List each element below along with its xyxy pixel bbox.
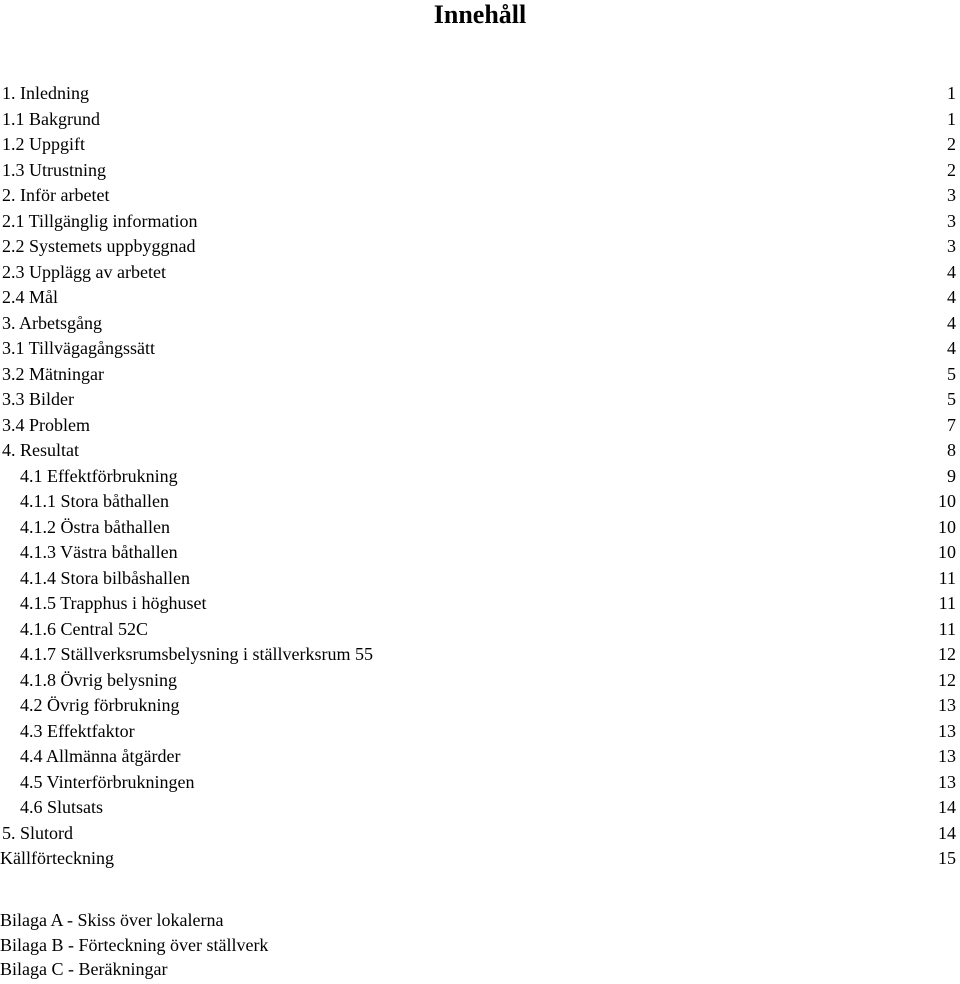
- toc-page-number: 11: [938, 567, 956, 588]
- page-title: Innehåll: [433, 0, 527, 29]
- toc-page-number: 13: [938, 746, 956, 766]
- toc-page-number: 15: [938, 848, 956, 868]
- toc-entry-title: 2.2 Systemets uppbyggnad: [2, 236, 196, 256]
- toc-entry[interactable]: [0, 285, 956, 311]
- toc-entry[interactable]: [0, 566, 956, 592]
- toc-entry[interactable]: [0, 362, 956, 388]
- toc-entry-title: 4. Resultat: [2, 440, 79, 460]
- toc-entry-title: 4.1.6 Central 52C: [20, 618, 148, 639]
- toc-page-number: 4: [947, 312, 956, 333]
- toc-entry-title: 4.1.4 Stora bilbåshallen: [20, 567, 190, 588]
- toc-entry-title: 4.1.2 Östra båthallen: [20, 516, 170, 537]
- toc-entry-title: 4.4 Allmänna åtgärder: [20, 746, 181, 766]
- toc-page-number: 12: [938, 644, 956, 664]
- toc-entry[interactable]: [0, 591, 956, 617]
- toc-entry-title: Källförteckning: [0, 848, 114, 868]
- toc-entry[interactable]: [0, 617, 956, 643]
- toc-entry[interactable]: [0, 693, 956, 719]
- toc-page-number: 2: [947, 134, 956, 154]
- toc-page-number: 13: [938, 720, 956, 741]
- toc-entry-title: 2.1 Tillgänglig information: [2, 210, 198, 231]
- appendix-item: Bilaga A - Skiss över lokalerna: [0, 910, 224, 930]
- toc-entry[interactable]: [0, 464, 956, 490]
- toc-page-number: 5: [947, 389, 956, 409]
- toc-page-number: 3: [947, 236, 956, 256]
- toc-entry[interactable]: [0, 132, 956, 158]
- toc-entry-title: 2. Inför arbetet: [2, 185, 110, 205]
- toc-entry[interactable]: [0, 489, 956, 515]
- toc-entry-title: 1.1 Bakgrund: [2, 108, 100, 129]
- toc-entry-title: 3. Arbetsgång: [2, 312, 102, 333]
- toc-entry-title: 5. Slutord: [2, 822, 74, 843]
- toc-page-number: 5: [947, 363, 956, 384]
- toc-entry-title: 3.3 Bilder: [2, 389, 74, 409]
- toc-page-number: 11: [938, 593, 956, 613]
- toc-page-number: 7: [947, 414, 956, 435]
- toc-entry[interactable]: [0, 158, 956, 184]
- toc-entry-title: 3.2 Mätningar: [2, 363, 104, 384]
- toc-entry[interactable]: [0, 515, 956, 541]
- table-of-contents: [0, 81, 956, 872]
- toc-entry-title: 4.3 Effektfaktor: [20, 720, 135, 741]
- toc-entry[interactable]: [0, 642, 956, 668]
- toc-entry[interactable]: [0, 107, 956, 133]
- toc-entry[interactable]: [0, 413, 956, 439]
- appendix-item: Bilaga C - Beräkningar: [0, 959, 168, 979]
- toc-entry[interactable]: [0, 260, 956, 286]
- toc-entry[interactable]: [0, 719, 956, 745]
- toc-entry[interactable]: [0, 234, 956, 260]
- toc-page-number: 1: [947, 108, 956, 129]
- toc-page-number: 10: [938, 516, 956, 537]
- toc-page-number: 13: [938, 771, 956, 792]
- toc-entry-title: 4.5 Vinterförbrukningen: [20, 771, 195, 792]
- toc-page-number: 4: [947, 338, 956, 358]
- toc-entry-title: 4.1.8 Övrig belysning: [20, 669, 177, 690]
- toc-entry[interactable]: [0, 438, 956, 464]
- toc-entry-title: 4.1.3 Västra båthallen: [20, 542, 178, 562]
- toc-entry[interactable]: [0, 770, 956, 796]
- toc-entry[interactable]: [0, 183, 956, 209]
- toc-page-number: 1: [947, 83, 956, 103]
- toc-entry-title: 3.1 Tillvägagångssätt: [2, 338, 156, 358]
- toc-entry-title: 4.6 Slutsats: [20, 797, 104, 817]
- toc-page-number: 10: [938, 542, 956, 562]
- toc-entry-title: 2.3 Upplägg av arbetet: [2, 261, 166, 282]
- toc-entry[interactable]: [0, 795, 956, 821]
- toc-entry[interactable]: [0, 744, 956, 770]
- toc-entry-title: 4.1 Effektförbrukning: [20, 465, 178, 486]
- toc-entry[interactable]: [0, 540, 956, 566]
- toc-entry[interactable]: [0, 311, 956, 337]
- toc-entry-title: 4.1.1 Stora båthallen: [20, 491, 169, 511]
- toc-entry-title: 4.1.5 Trapphus i höghuset: [20, 593, 207, 613]
- toc-page-number: 2: [947, 159, 956, 180]
- toc-entry-title: 4.1.7 Ställverksrumsbelysning i ställverksrum 55: [20, 644, 373, 664]
- toc-page-number: 8: [947, 440, 956, 460]
- toc-entry[interactable]: [0, 668, 956, 694]
- toc-page-number: 4: [947, 287, 956, 307]
- toc-page-number: 14: [938, 797, 956, 817]
- appendix-item: Bilaga B - Förteckning över ställverk: [0, 934, 269, 955]
- toc-entry-title: 1.3 Utrustning: [2, 159, 107, 180]
- toc-page-number: 10: [938, 491, 956, 511]
- toc-page-number: 3: [947, 210, 956, 231]
- toc-entry[interactable]: [0, 846, 956, 872]
- toc-page-number: 9: [947, 465, 956, 486]
- toc-entry-title: 1.2 Uppgift: [2, 134, 85, 154]
- toc-entry[interactable]: [0, 81, 956, 107]
- appendix-list: [0, 908, 268, 982]
- toc-page-number: 12: [938, 669, 956, 690]
- toc-entry-title: 2.4 Mål: [2, 287, 58, 307]
- toc-entry[interactable]: [0, 821, 956, 847]
- toc-page-number: 13: [938, 695, 956, 715]
- toc-entry-title: 3.4 Problem: [2, 414, 90, 435]
- toc-entry-title: 4.2 Övrig förbrukning: [20, 695, 180, 715]
- toc-entry[interactable]: [0, 387, 956, 413]
- toc-page-number: 11: [938, 618, 956, 639]
- toc-entry[interactable]: [0, 336, 956, 362]
- toc-page-number: 4: [947, 261, 956, 282]
- toc-entry[interactable]: [0, 209, 956, 235]
- toc-entry-title: 1. Inledning: [2, 83, 89, 103]
- toc-page-number: 3: [947, 185, 956, 205]
- toc-page-number: 14: [938, 822, 956, 843]
